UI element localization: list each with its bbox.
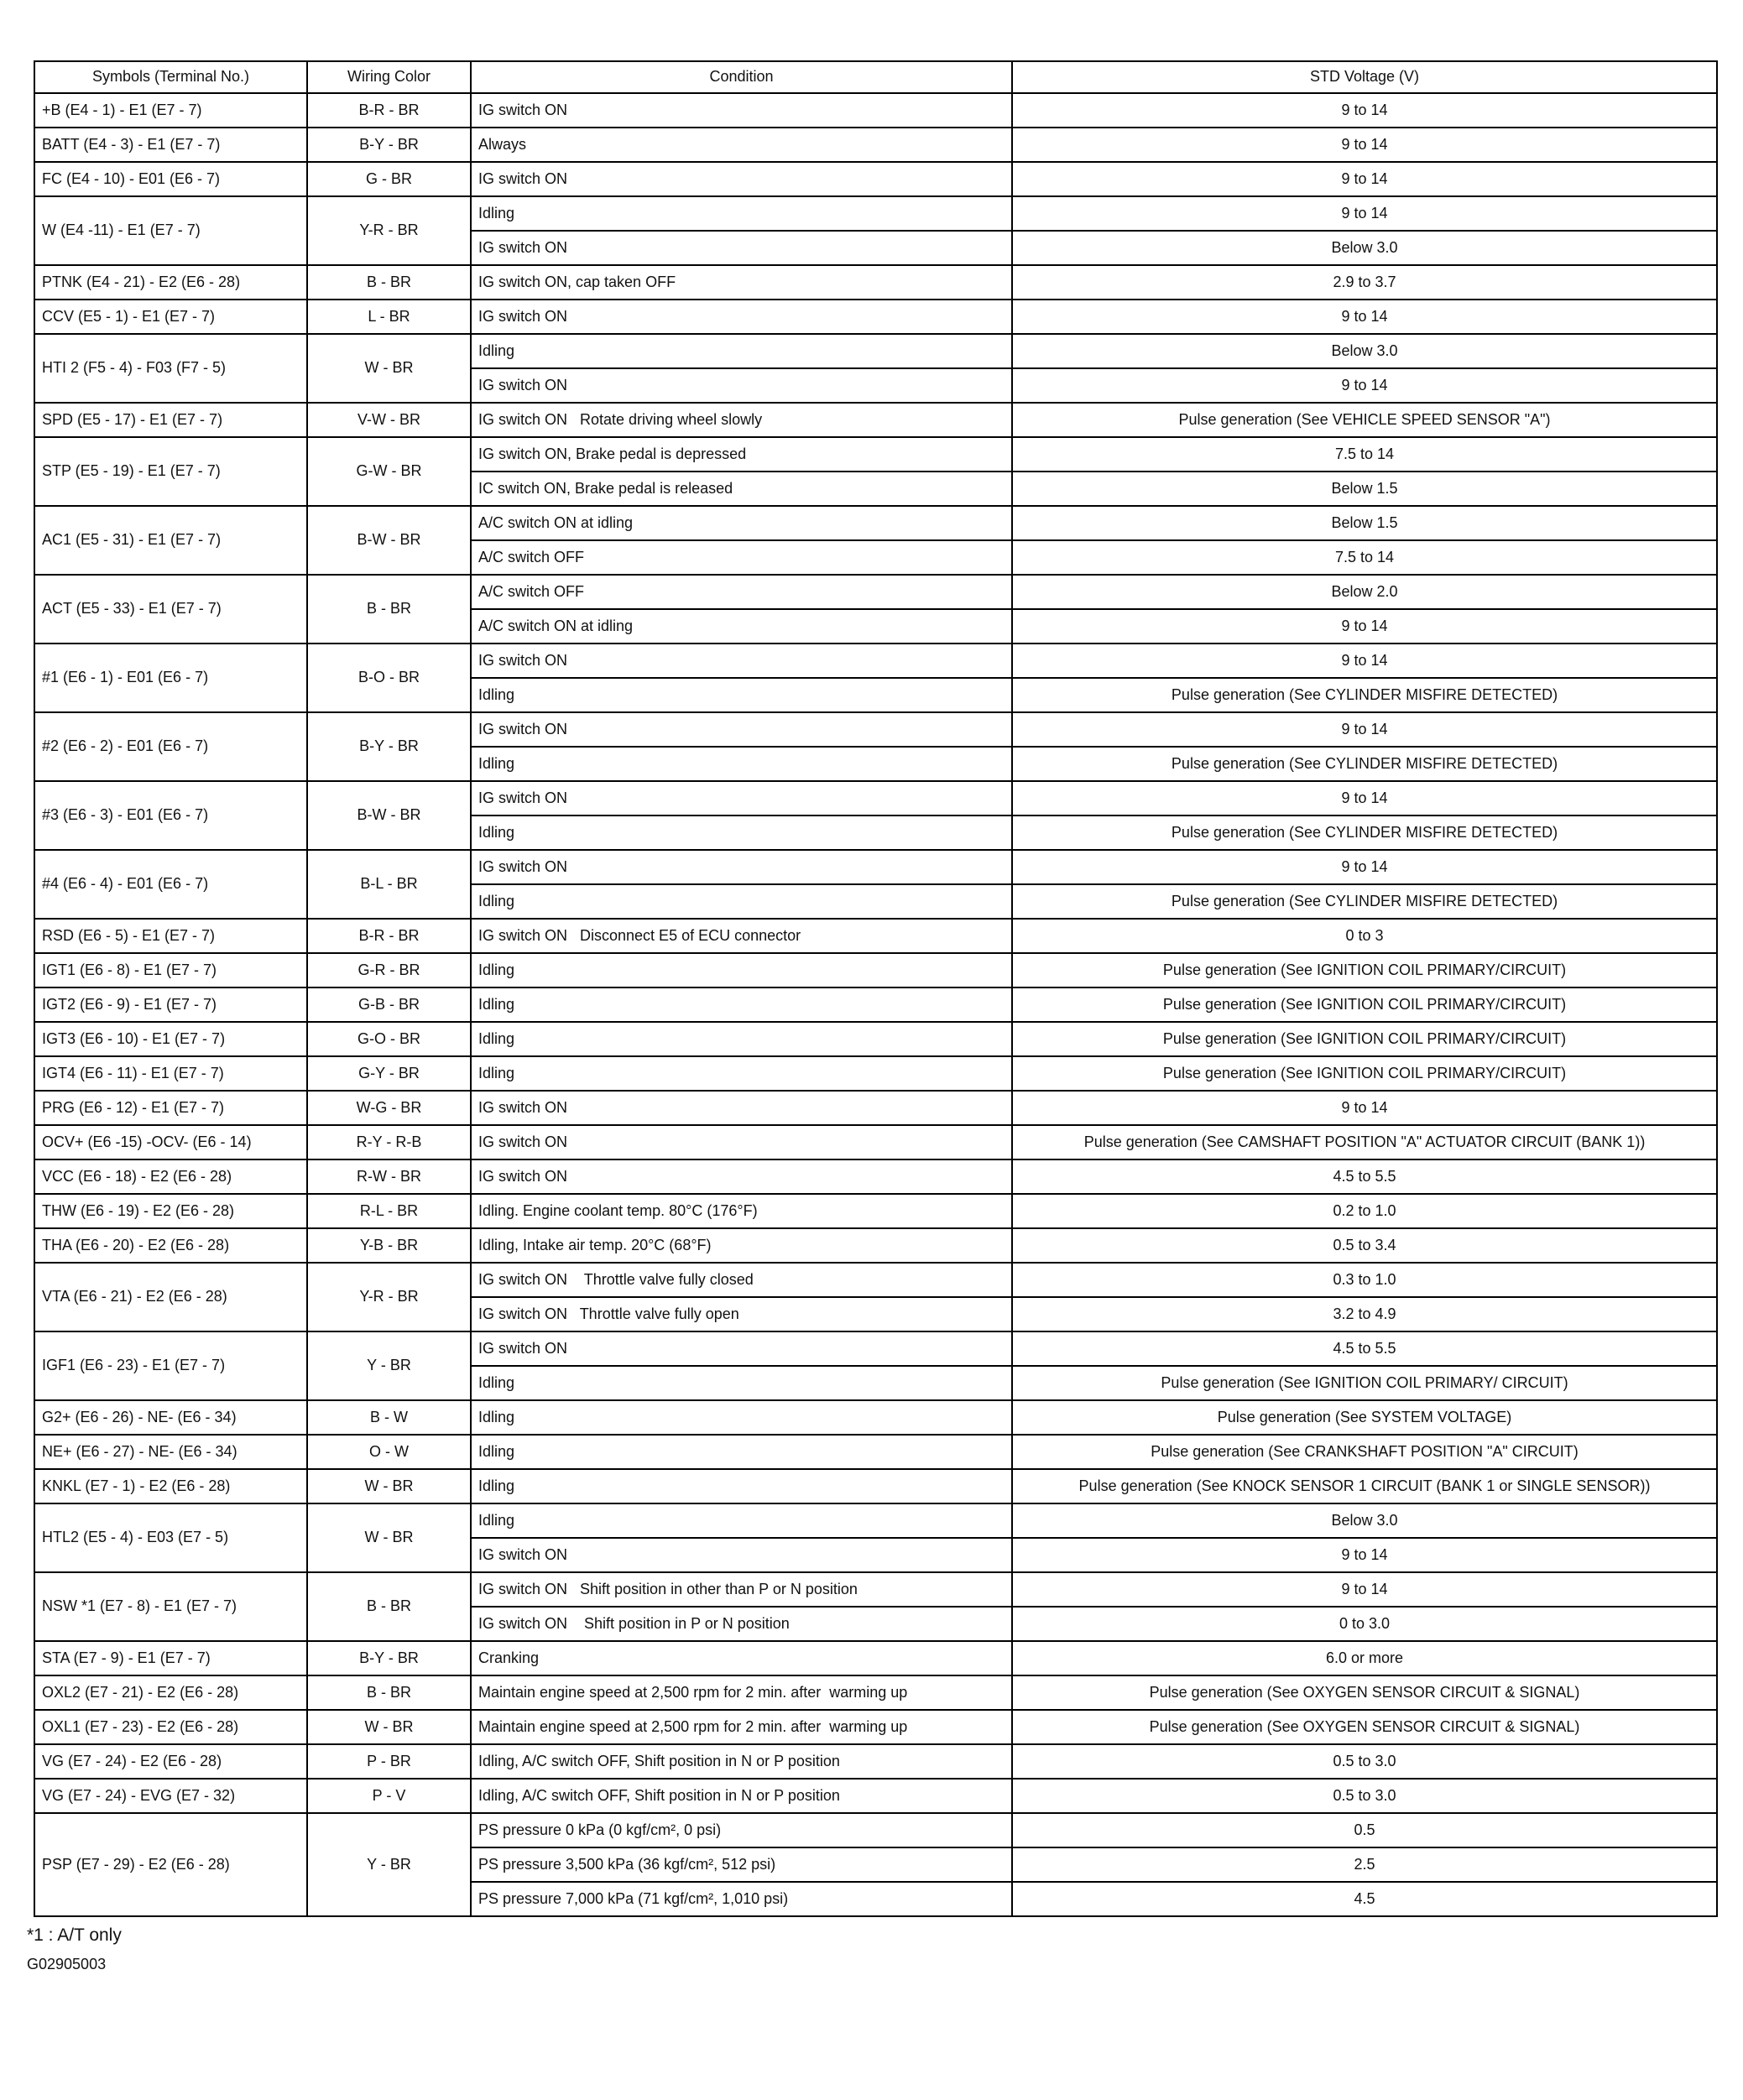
condition-cell: IG switch ON Shift position in other than P or N position bbox=[471, 1572, 1012, 1607]
terminal-voltage-table bbox=[34, 60, 1718, 1917]
std-voltage-cell: 4.5 to 5.5 bbox=[1012, 1159, 1717, 1194]
condition-cell: IG switch ON bbox=[471, 231, 1012, 265]
symbol-cell: FC (E4 - 10) - E01 (E6 - 7) bbox=[34, 162, 307, 196]
column-header: Condition bbox=[471, 61, 1012, 93]
symbol-cell: BATT (E4 - 3) - E1 (E7 - 7) bbox=[34, 128, 307, 162]
std-voltage-cell: Below 1.5 bbox=[1012, 506, 1717, 540]
condition-cell: IG switch ON bbox=[471, 1331, 1012, 1366]
wiring-color-cell: W - BR bbox=[307, 1710, 471, 1744]
condition-cell: Idling, Intake air temp. 20°C (68°F) bbox=[471, 1228, 1012, 1263]
symbol-cell: IGF1 (E6 - 23) - E1 (E7 - 7) bbox=[34, 1331, 307, 1400]
condition-cell: Idling bbox=[471, 747, 1012, 781]
std-voltage-cell: 9 to 14 bbox=[1012, 128, 1717, 162]
condition-cell: Idling bbox=[471, 1366, 1012, 1400]
symbol-cell: KNKL (E7 - 1) - E2 (E6 - 28) bbox=[34, 1469, 307, 1503]
table-row bbox=[34, 1710, 1717, 1744]
std-voltage-cell: 9 to 14 bbox=[1012, 850, 1717, 884]
std-voltage-cell: 9 to 14 bbox=[1012, 300, 1717, 334]
wiring-color-cell: Y-B - BR bbox=[307, 1228, 471, 1263]
std-voltage-cell: 4.5 bbox=[1012, 1882, 1717, 1916]
condition-cell: Cranking bbox=[471, 1641, 1012, 1675]
condition-cell: Idling, A/C switch OFF, Shift position in N or P position bbox=[471, 1779, 1012, 1813]
symbol-cell: NE+ (E6 - 27) - NE- (E6 - 34) bbox=[34, 1435, 307, 1469]
symbol-cell: STA (E7 - 9) - E1 (E7 - 7) bbox=[34, 1641, 307, 1675]
wiring-color-cell: G - BR bbox=[307, 162, 471, 196]
condition-cell: IC switch ON, Brake pedal is released bbox=[471, 472, 1012, 506]
condition-cell: Idling bbox=[471, 816, 1012, 850]
symbol-cell: HTL2 (E5 - 4) - E03 (E7 - 5) bbox=[34, 1503, 307, 1572]
symbol-cell: #1 (E6 - 1) - E01 (E6 - 7) bbox=[34, 644, 307, 712]
wiring-color-cell: W-G - BR bbox=[307, 1091, 471, 1125]
table-row bbox=[34, 334, 1717, 368]
std-voltage-cell: 9 to 14 bbox=[1012, 609, 1717, 644]
condition-cell: Always bbox=[471, 128, 1012, 162]
footnote: *1 : A/T only bbox=[27, 1925, 122, 1945]
symbol-cell: THA (E6 - 20) - E2 (E6 - 28) bbox=[34, 1228, 307, 1263]
table-row bbox=[34, 1469, 1717, 1503]
column-header: Wiring Color bbox=[307, 61, 471, 93]
wiring-color-cell: W - BR bbox=[307, 1469, 471, 1503]
symbol-cell: +B (E4 - 1) - E1 (E7 - 7) bbox=[34, 93, 307, 128]
condition-cell: IG switch ON bbox=[471, 1538, 1012, 1572]
symbol-cell: NSW *1 (E7 - 8) - E1 (E7 - 7) bbox=[34, 1572, 307, 1641]
std-voltage-cell: Pulse generation (See CRANKSHAFT POSITION "A" CIRCUIT) bbox=[1012, 1435, 1717, 1469]
condition-cell: IG switch ON bbox=[471, 1091, 1012, 1125]
wiring-color-cell: Y-R - BR bbox=[307, 1263, 471, 1331]
table-row bbox=[34, 953, 1717, 987]
symbol-cell: G2+ (E6 - 26) - NE- (E6 - 34) bbox=[34, 1400, 307, 1435]
wiring-color-cell: B-W - BR bbox=[307, 781, 471, 850]
std-voltage-cell: Below 3.0 bbox=[1012, 1503, 1717, 1538]
condition-cell: IG switch ON bbox=[471, 712, 1012, 747]
wiring-color-cell: G-B - BR bbox=[307, 987, 471, 1022]
wiring-color-cell: B-Y - BR bbox=[307, 1641, 471, 1675]
table-row bbox=[34, 403, 1717, 437]
std-voltage-cell: 3.2 to 4.9 bbox=[1012, 1297, 1717, 1331]
table-row bbox=[34, 712, 1717, 747]
wiring-color-cell: B-W - BR bbox=[307, 506, 471, 575]
wiring-color-cell: B-Y - BR bbox=[307, 712, 471, 781]
std-voltage-cell: 0.2 to 1.0 bbox=[1012, 1194, 1717, 1228]
wiring-color-cell: B - BR bbox=[307, 1572, 471, 1641]
table-row bbox=[34, 1263, 1717, 1297]
condition-cell: PS pressure 0 kPa (0 kgf/cm², 0 psi) bbox=[471, 1813, 1012, 1847]
std-voltage-cell: 2.5 bbox=[1012, 1847, 1717, 1882]
table-row bbox=[34, 1400, 1717, 1435]
condition-cell: Maintain engine speed at 2,500 rpm for 2 min. after warming up bbox=[471, 1675, 1012, 1710]
condition-cell: IG switch ON, Brake pedal is depressed bbox=[471, 437, 1012, 472]
table-row bbox=[34, 644, 1717, 678]
symbol-cell: VTA (E6 - 21) - E2 (E6 - 28) bbox=[34, 1263, 307, 1331]
symbol-cell: OXL1 (E7 - 23) - E2 (E6 - 28) bbox=[34, 1710, 307, 1744]
wiring-color-cell: B-O - BR bbox=[307, 644, 471, 712]
condition-cell: IG switch ON bbox=[471, 1159, 1012, 1194]
condition-cell: Idling bbox=[471, 1503, 1012, 1538]
table-row bbox=[34, 1194, 1717, 1228]
std-voltage-cell: 0.5 to 3.4 bbox=[1012, 1228, 1717, 1263]
std-voltage-cell: 9 to 14 bbox=[1012, 712, 1717, 747]
condition-cell: Idling bbox=[471, 196, 1012, 231]
column-header: Symbols (Terminal No.) bbox=[34, 61, 307, 93]
std-voltage-cell: Pulse generation (See CYLINDER MISFIRE DETECTED) bbox=[1012, 747, 1717, 781]
table-row bbox=[34, 1056, 1717, 1091]
std-voltage-cell: 0.3 to 1.0 bbox=[1012, 1263, 1717, 1297]
condition-cell: Idling, A/C switch OFF, Shift position in N or P position bbox=[471, 1744, 1012, 1779]
wiring-color-cell: B - BR bbox=[307, 265, 471, 300]
table-row bbox=[34, 1744, 1717, 1779]
table-row bbox=[34, 1572, 1717, 1607]
std-voltage-cell: 9 to 14 bbox=[1012, 644, 1717, 678]
table-row bbox=[34, 1159, 1717, 1194]
condition-cell: Idling bbox=[471, 334, 1012, 368]
std-voltage-cell: Pulse generation (See IGNITION COIL PRIMARY/ CIRCUIT) bbox=[1012, 1366, 1717, 1400]
table-row bbox=[34, 437, 1717, 472]
table-row bbox=[34, 1228, 1717, 1263]
symbol-cell: SPD (E5 - 17) - E1 (E7 - 7) bbox=[34, 403, 307, 437]
symbol-cell: ACT (E5 - 33) - E1 (E7 - 7) bbox=[34, 575, 307, 644]
std-voltage-cell: 9 to 14 bbox=[1012, 196, 1717, 231]
std-voltage-cell: Below 2.0 bbox=[1012, 575, 1717, 609]
symbol-cell: #4 (E6 - 4) - E01 (E6 - 7) bbox=[34, 850, 307, 919]
table-row bbox=[34, 162, 1717, 196]
condition-cell: Idling bbox=[471, 1022, 1012, 1056]
condition-cell: IG switch ON Throttle valve fully open bbox=[471, 1297, 1012, 1331]
table-row bbox=[34, 1091, 1717, 1125]
std-voltage-cell: Pulse generation (See IGNITION COIL PRIMARY/CIRCUIT) bbox=[1012, 953, 1717, 987]
std-voltage-cell: 2.9 to 3.7 bbox=[1012, 265, 1717, 300]
condition-cell: IG switch ON bbox=[471, 300, 1012, 334]
wiring-color-cell: L - BR bbox=[307, 300, 471, 334]
symbol-cell: OCV+ (E6 -15) -OCV- (E6 - 14) bbox=[34, 1125, 307, 1159]
condition-cell: Maintain engine speed at 2,500 rpm for 2 min. after warming up bbox=[471, 1710, 1012, 1744]
wiring-color-cell: R-Y - R-B bbox=[307, 1125, 471, 1159]
std-voltage-cell: 7.5 to 14 bbox=[1012, 437, 1717, 472]
std-voltage-cell: 9 to 14 bbox=[1012, 368, 1717, 403]
std-voltage-cell: 0.5 to 3.0 bbox=[1012, 1779, 1717, 1813]
condition-cell: Idling bbox=[471, 678, 1012, 712]
condition-cell: IG switch ON Shift position in P or N position bbox=[471, 1607, 1012, 1641]
wiring-color-cell: G-O - BR bbox=[307, 1022, 471, 1056]
condition-cell: IG switch ON bbox=[471, 368, 1012, 403]
column-header: STD Voltage (V) bbox=[1012, 61, 1717, 93]
std-voltage-cell: Pulse generation (See IGNITION COIL PRIMARY/CIRCUIT) bbox=[1012, 1056, 1717, 1091]
table-row bbox=[34, 93, 1717, 128]
condition-cell: IG switch ON bbox=[471, 850, 1012, 884]
voltage-table-header-row bbox=[34, 61, 1717, 93]
table-row bbox=[34, 1125, 1717, 1159]
condition-cell: PS pressure 3,500 kPa (36 kgf/cm², 512 psi) bbox=[471, 1847, 1012, 1882]
wiring-color-cell: G-Y - BR bbox=[307, 1056, 471, 1091]
wiring-color-cell: G-W - BR bbox=[307, 437, 471, 506]
table-row bbox=[34, 850, 1717, 884]
condition-cell: IG switch ON bbox=[471, 93, 1012, 128]
std-voltage-cell: Below 3.0 bbox=[1012, 231, 1717, 265]
symbol-cell: W (E4 -11) - E1 (E7 - 7) bbox=[34, 196, 307, 265]
condition-cell: IG switch ON bbox=[471, 1125, 1012, 1159]
wiring-color-cell: B - BR bbox=[307, 575, 471, 644]
symbol-cell: IGT3 (E6 - 10) - E1 (E7 - 7) bbox=[34, 1022, 307, 1056]
std-voltage-cell: 0 to 3 bbox=[1012, 919, 1717, 953]
symbol-cell: PSP (E7 - 29) - E2 (E6 - 28) bbox=[34, 1813, 307, 1916]
std-voltage-cell: Pulse generation (See CYLINDER MISFIRE DETECTED) bbox=[1012, 678, 1717, 712]
std-voltage-cell: Pulse generation (See IGNITION COIL PRIMARY/CIRCUIT) bbox=[1012, 987, 1717, 1022]
condition-cell: Idling bbox=[471, 1400, 1012, 1435]
condition-cell: IG switch ON Disconnect E5 of ECU connector bbox=[471, 919, 1012, 953]
condition-cell: IG switch ON Rotate driving wheel slowly bbox=[471, 403, 1012, 437]
std-voltage-cell: Pulse generation (See OXYGEN SENSOR CIRCUIT & SIGNAL) bbox=[1012, 1675, 1717, 1710]
std-voltage-cell: 0.5 bbox=[1012, 1813, 1717, 1847]
std-voltage-cell: 9 to 14 bbox=[1012, 1091, 1717, 1125]
symbol-cell: IGT1 (E6 - 8) - E1 (E7 - 7) bbox=[34, 953, 307, 987]
wiring-color-cell: P - V bbox=[307, 1779, 471, 1813]
wiring-color-cell: B-R - BR bbox=[307, 919, 471, 953]
symbol-cell: PRG (E6 - 12) - E1 (E7 - 7) bbox=[34, 1091, 307, 1125]
figure-id: G02905003 bbox=[27, 1956, 107, 1972]
symbol-cell: VG (E7 - 24) - E2 (E6 - 28) bbox=[34, 1744, 307, 1779]
symbol-cell: STP (E5 - 19) - E1 (E7 - 7) bbox=[34, 437, 307, 506]
wiring-color-cell: B - BR bbox=[307, 1675, 471, 1710]
table-row bbox=[34, 1641, 1717, 1675]
std-voltage-cell: Pulse generation (See CYLINDER MISFIRE DETECTED) bbox=[1012, 884, 1717, 919]
std-voltage-cell: 7.5 to 14 bbox=[1012, 540, 1717, 575]
condition-cell: IG switch ON bbox=[471, 162, 1012, 196]
wiring-color-cell: G-R - BR bbox=[307, 953, 471, 987]
table-row bbox=[34, 300, 1717, 334]
wiring-color-cell: Y - BR bbox=[307, 1331, 471, 1400]
table-row bbox=[34, 265, 1717, 300]
wiring-color-cell: B - W bbox=[307, 1400, 471, 1435]
symbol-cell: VG (E7 - 24) - EVG (E7 - 32) bbox=[34, 1779, 307, 1813]
std-voltage-cell: 4.5 to 5.5 bbox=[1012, 1331, 1717, 1366]
table-row bbox=[34, 1779, 1717, 1813]
table-row bbox=[34, 575, 1717, 609]
std-voltage-cell: 9 to 14 bbox=[1012, 1572, 1717, 1607]
table-row bbox=[34, 987, 1717, 1022]
symbol-cell: RSD (E6 - 5) - E1 (E7 - 7) bbox=[34, 919, 307, 953]
condition-cell: Idling bbox=[471, 953, 1012, 987]
std-voltage-cell: Pulse generation (See VEHICLE SPEED SENSOR "A") bbox=[1012, 403, 1717, 437]
std-voltage-cell: 9 to 14 bbox=[1012, 93, 1717, 128]
std-voltage-cell: 0.5 to 3.0 bbox=[1012, 1744, 1717, 1779]
wiring-color-cell: Y - BR bbox=[307, 1813, 471, 1916]
condition-cell: A/C switch ON at idling bbox=[471, 609, 1012, 644]
wiring-color-cell: B-Y - BR bbox=[307, 128, 471, 162]
symbol-cell: THW (E6 - 19) - E2 (E6 - 28) bbox=[34, 1194, 307, 1228]
condition-cell: Idling bbox=[471, 987, 1012, 1022]
condition-cell: Idling. Engine coolant temp. 80°C (176°F) bbox=[471, 1194, 1012, 1228]
wiring-color-cell: O - W bbox=[307, 1435, 471, 1469]
wiring-color-cell: V-W - BR bbox=[307, 403, 471, 437]
symbol-cell: IGT4 (E6 - 11) - E1 (E7 - 7) bbox=[34, 1056, 307, 1091]
std-voltage-cell: Pulse generation (See CAMSHAFT POSITION "A" ACTUATOR CIRCUIT (BANK 1)) bbox=[1012, 1125, 1717, 1159]
condition-cell: A/C switch OFF bbox=[471, 575, 1012, 609]
condition-cell: Idling bbox=[471, 1056, 1012, 1091]
wiring-color-cell: R-W - BR bbox=[307, 1159, 471, 1194]
condition-cell: Idling bbox=[471, 1469, 1012, 1503]
condition-cell: A/C switch OFF bbox=[471, 540, 1012, 575]
symbol-cell: #2 (E6 - 2) - E01 (E6 - 7) bbox=[34, 712, 307, 781]
std-voltage-cell: Pulse generation (See OXYGEN SENSOR CIRCUIT & SIGNAL) bbox=[1012, 1710, 1717, 1744]
condition-cell: A/C switch ON at idling bbox=[471, 506, 1012, 540]
std-voltage-cell: Pulse generation (See CYLINDER MISFIRE DETECTED) bbox=[1012, 816, 1717, 850]
table-row bbox=[34, 128, 1717, 162]
table-row bbox=[34, 1813, 1717, 1847]
std-voltage-cell: Pulse generation (See IGNITION COIL PRIMARY/CIRCUIT) bbox=[1012, 1022, 1717, 1056]
std-voltage-cell: 9 to 14 bbox=[1012, 162, 1717, 196]
condition-cell: IG switch ON bbox=[471, 781, 1012, 816]
wiring-color-cell: B-L - BR bbox=[307, 850, 471, 919]
std-voltage-cell: Pulse generation (See SYSTEM VOLTAGE) bbox=[1012, 1400, 1717, 1435]
table-row bbox=[34, 919, 1717, 953]
table-row bbox=[34, 1503, 1717, 1538]
wiring-color-cell: P - BR bbox=[307, 1744, 471, 1779]
voltage-table-body bbox=[34, 93, 1717, 1916]
table-row bbox=[34, 1675, 1717, 1710]
symbol-cell: HTI 2 (F5 - 4) - F03 (F7 - 5) bbox=[34, 334, 307, 403]
symbol-cell: #3 (E6 - 3) - E01 (E6 - 7) bbox=[34, 781, 307, 850]
symbol-cell: OXL2 (E7 - 21) - E2 (E6 - 28) bbox=[34, 1675, 307, 1710]
table-row bbox=[34, 1331, 1717, 1366]
table-row bbox=[34, 506, 1717, 540]
symbol-cell: PTNK (E4 - 21) - E2 (E6 - 28) bbox=[34, 265, 307, 300]
table-row bbox=[34, 1022, 1717, 1056]
condition-cell: IG switch ON Throttle valve fully closed bbox=[471, 1263, 1012, 1297]
symbol-cell: IGT2 (E6 - 9) - E1 (E7 - 7) bbox=[34, 987, 307, 1022]
condition-cell: IG switch ON, cap taken OFF bbox=[471, 265, 1012, 300]
table-row bbox=[34, 781, 1717, 816]
std-voltage-cell: 6.0 or more bbox=[1012, 1641, 1717, 1675]
std-voltage-cell: Below 3.0 bbox=[1012, 334, 1717, 368]
condition-cell: Idling bbox=[471, 884, 1012, 919]
wiring-color-cell: Y-R - BR bbox=[307, 196, 471, 265]
std-voltage-cell: 9 to 14 bbox=[1012, 1538, 1717, 1572]
wiring-color-cell: B-R - BR bbox=[307, 93, 471, 128]
std-voltage-cell: 0 to 3.0 bbox=[1012, 1607, 1717, 1641]
std-voltage-cell: 9 to 14 bbox=[1012, 781, 1717, 816]
table-row bbox=[34, 1435, 1717, 1469]
std-voltage-cell: Below 1.5 bbox=[1012, 472, 1717, 506]
condition-cell: PS pressure 7,000 kPa (71 kgf/cm², 1,010 psi) bbox=[471, 1882, 1012, 1916]
condition-cell: IG switch ON bbox=[471, 644, 1012, 678]
std-voltage-cell: Pulse generation (See KNOCK SENSOR 1 CIRCUIT (BANK 1 or SINGLE SENSOR)) bbox=[1012, 1469, 1717, 1503]
wiring-color-cell: W - BR bbox=[307, 334, 471, 403]
symbol-cell: CCV (E5 - 1) - E1 (E7 - 7) bbox=[34, 300, 307, 334]
condition-cell: Idling bbox=[471, 1435, 1012, 1469]
wiring-color-cell: R-L - BR bbox=[307, 1194, 471, 1228]
symbol-cell: AC1 (E5 - 31) - E1 (E7 - 7) bbox=[34, 506, 307, 575]
symbol-cell: VCC (E6 - 18) - E2 (E6 - 28) bbox=[34, 1159, 307, 1194]
wiring-color-cell: W - BR bbox=[307, 1503, 471, 1572]
table-row bbox=[34, 196, 1717, 231]
